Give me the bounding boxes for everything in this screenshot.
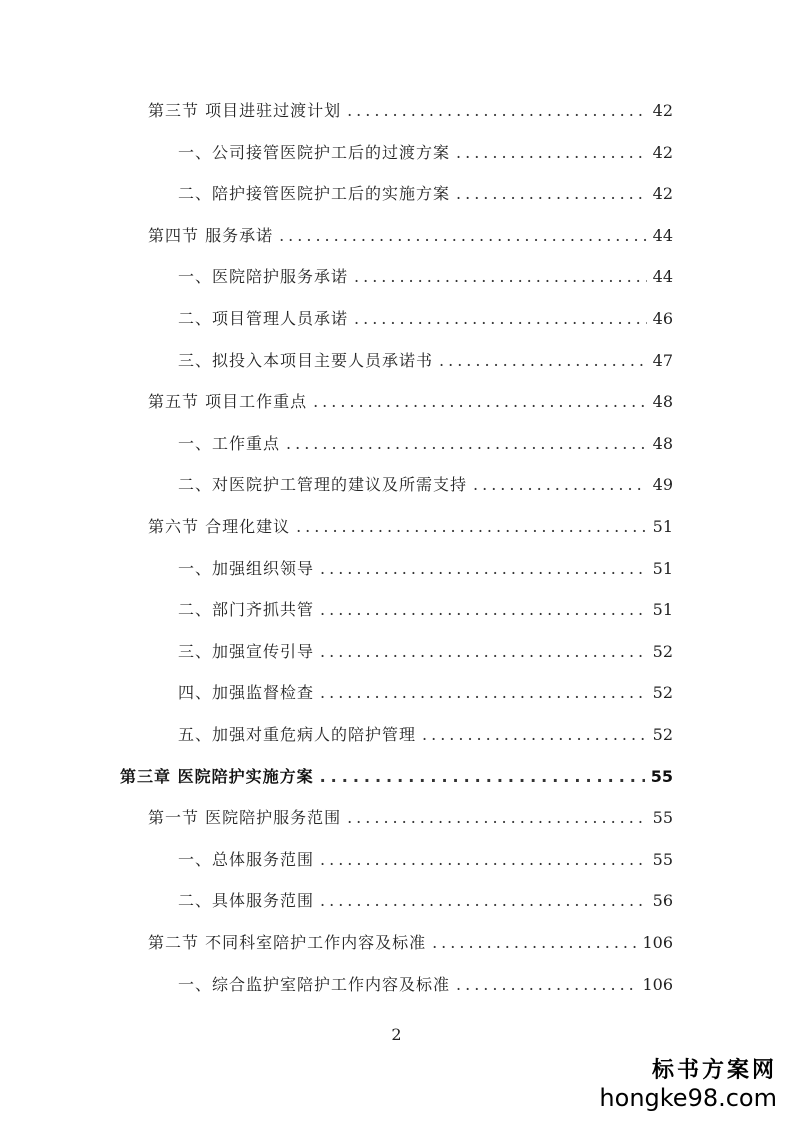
toc-entry-section[interactable] (148, 387, 673, 417)
toc-entry-sub[interactable] (178, 595, 673, 625)
toc-entry-page: 51 (652, 558, 673, 578)
toc-entry-sub[interactable] (178, 470, 673, 500)
toc-entry-page: 106 (642, 974, 673, 994)
toc-entry-label: 二、项目管理人员承诺 (178, 309, 349, 328)
toc-entry-section[interactable] (148, 96, 673, 126)
toc-leader-dots (313, 387, 647, 417)
toc-entry-section[interactable] (148, 803, 673, 833)
toc-entry-label: 一、医院陪护服务承诺 (178, 267, 349, 287)
toc-leader-dots (354, 304, 647, 334)
toc-entry-page: 42 (652, 101, 673, 120)
toc-leader-dots (320, 637, 647, 667)
toc-leader-dots (439, 346, 647, 376)
toc-entry-label: 第四节 服务承诺 (148, 225, 274, 245)
toc-entry-page: 48 (652, 433, 673, 453)
toc-entry-label: 三、拟投入本项目主要人员承诺书 (178, 350, 434, 370)
toc-entry-sub[interactable] (178, 637, 673, 667)
toc-entry-page: 56 (652, 891, 673, 911)
toc-leader-dots (347, 803, 647, 833)
toc-entry-page: 52 (652, 683, 673, 703)
toc-entry-sub[interactable] (178, 886, 673, 916)
toc-entry-sub[interactable] (178, 720, 673, 750)
watermark-url: hongke98.com (599, 1084, 777, 1112)
toc-entry-sub[interactable] (178, 970, 673, 1000)
toc-entry-sub[interactable] (178, 554, 673, 584)
toc-entry-label: 第二节 不同科室陪护工作内容及标准 (148, 933, 427, 952)
toc-entry-label: 一、总体服务范围 (178, 849, 315, 869)
toc-entry-label: 二、对医院护工管理的建议及所需支持 (178, 475, 468, 495)
toc-leader-dots (320, 554, 647, 584)
toc-entry-label: 三、加强宣传引导 (178, 641, 315, 661)
toc-leader-dots (473, 470, 647, 500)
toc-leader-dots (422, 720, 647, 750)
toc-entry-label: 一、工作重点 (178, 433, 281, 453)
toc-entry-label: 第三章 医院陪护实施方案 (120, 766, 314, 786)
toc-entry-label: 一、公司接管医院护工后的过渡方案 (178, 142, 451, 162)
toc-entry-page: 46 (652, 309, 673, 328)
toc-leader-dots (432, 928, 636, 958)
toc-leader-dots (296, 512, 647, 542)
toc-entry-label: 五、加强对重危病人的陪护管理 (178, 725, 417, 744)
toc-entry-section[interactable] (148, 512, 673, 542)
toc-entry-chapter[interactable] (120, 762, 673, 792)
toc-leader-dots (347, 96, 647, 126)
toc-entry-page: 51 (652, 600, 673, 620)
toc-entry-section[interactable] (148, 928, 673, 958)
toc-leader-dots (320, 762, 645, 792)
toc-entry-sub[interactable] (178, 346, 673, 376)
toc-entry-page: 55 (652, 808, 673, 828)
toc-leader-dots (320, 678, 647, 708)
toc-entry-label: 第一节 医院陪护服务范围 (148, 808, 342, 828)
toc-entry-page: 44 (652, 225, 673, 245)
toc-entry-label: 一、加强组织领导 (178, 558, 315, 578)
toc-entry-page: 106 (642, 933, 673, 952)
toc-entry-page: 55 (650, 766, 673, 786)
toc-entry-sub[interactable] (178, 304, 673, 334)
toc-entry-label: 二、部门齐抓共管 (178, 600, 315, 620)
toc-leader-dots (320, 845, 647, 875)
toc-leader-dots (456, 970, 636, 1000)
toc-entry-sub[interactable] (178, 429, 673, 459)
toc-entry-label: 第三节 项目进驻过渡计划 (148, 101, 342, 120)
toc-entry-sub[interactable] (178, 262, 673, 292)
toc-entry-label: 二、具体服务范围 (178, 891, 315, 911)
toc-leader-dots (286, 429, 647, 459)
toc-leader-dots (320, 595, 647, 625)
toc-entry-label: 二、陪护接管医院护工后的实施方案 (178, 184, 451, 204)
toc-entry-page: 49 (652, 475, 673, 495)
toc-entry-section[interactable] (148, 221, 673, 251)
toc-entry-page: 51 (652, 517, 673, 536)
toc-entry-page: 48 (652, 392, 673, 412)
toc-entry-sub[interactable] (178, 845, 673, 875)
toc-entry-page: 55 (652, 849, 673, 869)
toc-leader-dots (279, 221, 647, 251)
page-number: 2 (391, 1025, 402, 1044)
toc-entry-sub[interactable] (178, 678, 673, 708)
watermark-title: 标书方案网 (651, 1057, 777, 1083)
toc-entry-page: 52 (652, 641, 673, 661)
toc-entry-page: 42 (652, 184, 673, 204)
toc-entry-page: 47 (652, 350, 673, 370)
toc-entry-sub[interactable] (178, 179, 673, 209)
toc-leader-dots (354, 262, 647, 292)
toc-leader-dots (456, 179, 647, 209)
watermark (599, 1053, 777, 1112)
toc-entry-label: 第五节 项目工作重点 (148, 392, 308, 412)
toc-entry-label: 一、综合监护室陪护工作内容及标准 (178, 974, 451, 994)
toc-entry-label: 四、加强监督检查 (178, 683, 315, 703)
toc-entry-label: 第六节 合理化建议 (148, 517, 291, 536)
toc-leader-dots (320, 886, 647, 916)
toc-entry-page: 42 (652, 142, 673, 162)
toc-entry-sub[interactable] (178, 138, 673, 168)
toc-leader-dots (456, 138, 647, 168)
toc-entry-page: 52 (652, 725, 673, 744)
toc-entry-page: 44 (652, 267, 673, 287)
